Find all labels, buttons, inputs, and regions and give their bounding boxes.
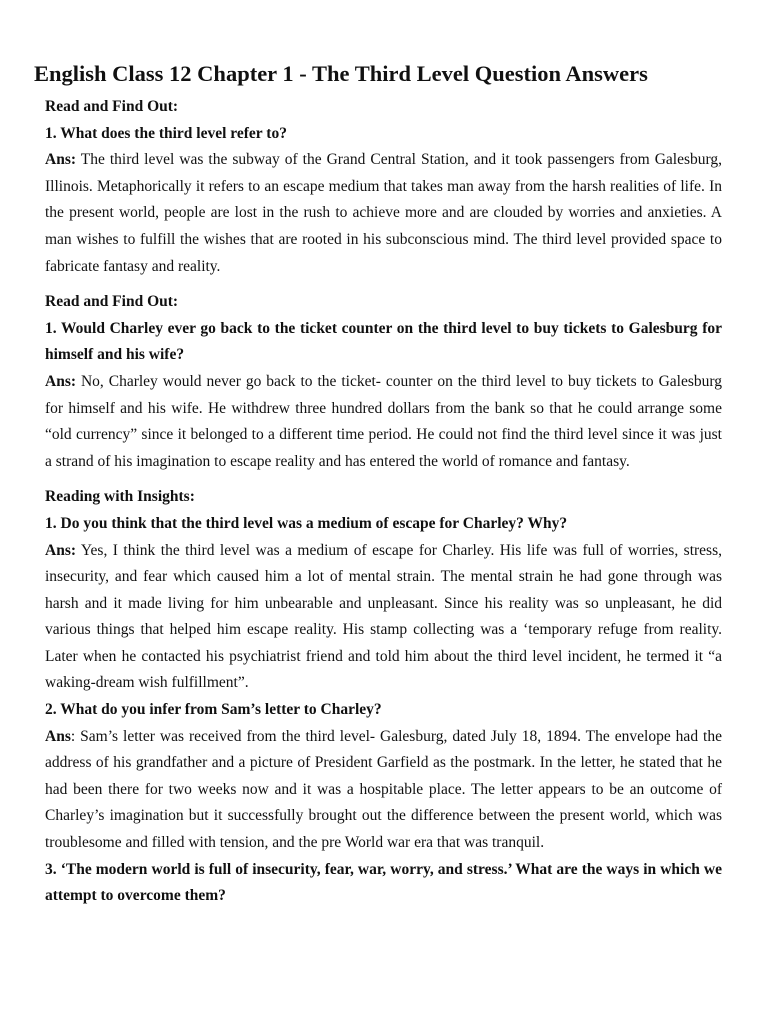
question-text: 1. Do you think that the third level was a medium of escape for Charley? Why? [45, 514, 568, 532]
section-heading: Reading with Insights: [45, 488, 195, 506]
question-text: 2. What do you infer from Sam’s letter to Charley? [45, 701, 382, 719]
answer-paragraph [45, 369, 722, 475]
answer-text: The third level was the subway of the Grand Central Station, and it took passengers from Galesburg, Illinois. Metaphorically it refers to an escape medium that takes man away from the harsh realities of life. In the present world, people are lost in the rush to achieve more and are clouded by worries and anxieties. A man wishes to fulfill the wishes that are rooted in his subconscious mind. The third level provided space to fabricate fantasy and reality. [45, 151, 722, 275]
section-reading-with-insights [45, 484, 722, 910]
section-heading: Read and Find Out: [45, 293, 179, 311]
answer-paragraph [45, 724, 722, 857]
answer-text: Yes, I think the third level was a medium of escape for Charley. His life was full of worries, stress, insecurity, and fear which caused him a lot of mental strain. The mental strain he had gone through was harsh and it made living for him unbearable and unpleasant. Since his reality was so unpleasant, he did various things that helped him escape reality. His stamp collecting was a ‘temporary refuge from reality. Later when he contacted his psychiatrist friend and told him about the third level incident, he termed it “a waking-dream wish fulfillment”. [45, 541, 722, 692]
answer-label: Ans: [45, 372, 77, 390]
answer-text: : Sam’s letter was received from the third level- Galesburg, dated July 18, 1894. The envelope had the address of his grandfather and a picture of President Garfield as the postmark. In the letter, he stated that he had been there for two weeks now and it was a hospitable place. The letter appears to be an outcome of Charley’s imagination but it successfully brought out the difference between the present world, which was troublesome and filled with tension, and the pre World war era that was tranquil. [45, 727, 722, 852]
question-text: 1. Would Charley ever go back to the ticket counter on the third level to buy tickets to Galesburg for himself and his wife? [45, 319, 722, 364]
question-text: 3. ‘The modern world is full of insecurity, fear, war, worry, and stress.’ What are the ways in which we attempt to overcome them? [45, 860, 722, 905]
question-text: 1. What does the third level refer to? [45, 124, 287, 142]
section-heading: Read and Find Out: [45, 98, 179, 115]
section-read-and-find-out-2 [45, 289, 722, 475]
answer-paragraph [45, 147, 722, 280]
answer-label: Ans [45, 727, 71, 745]
answer-paragraph [45, 538, 722, 698]
answer-label: Ans: [45, 541, 77, 559]
page-title: English Class 12 Chapter 1 - The Third Level Question Answers [34, 61, 648, 86]
answer-label: Ans: [45, 151, 77, 169]
section-read-and-find-out-1 [45, 94, 722, 280]
answer-text: No, Charley would never go back to the ticket- counter on the third level to buy tickets to Galesburg for himself and his wife. He withdrew three hundred dollars from the bank so that he could arrange some “old currency” since it belonged to a different time period. He could not find the third level since it was just a strand of his imagination to escape reality and has entered the world of romance and fantasy. [45, 372, 722, 470]
